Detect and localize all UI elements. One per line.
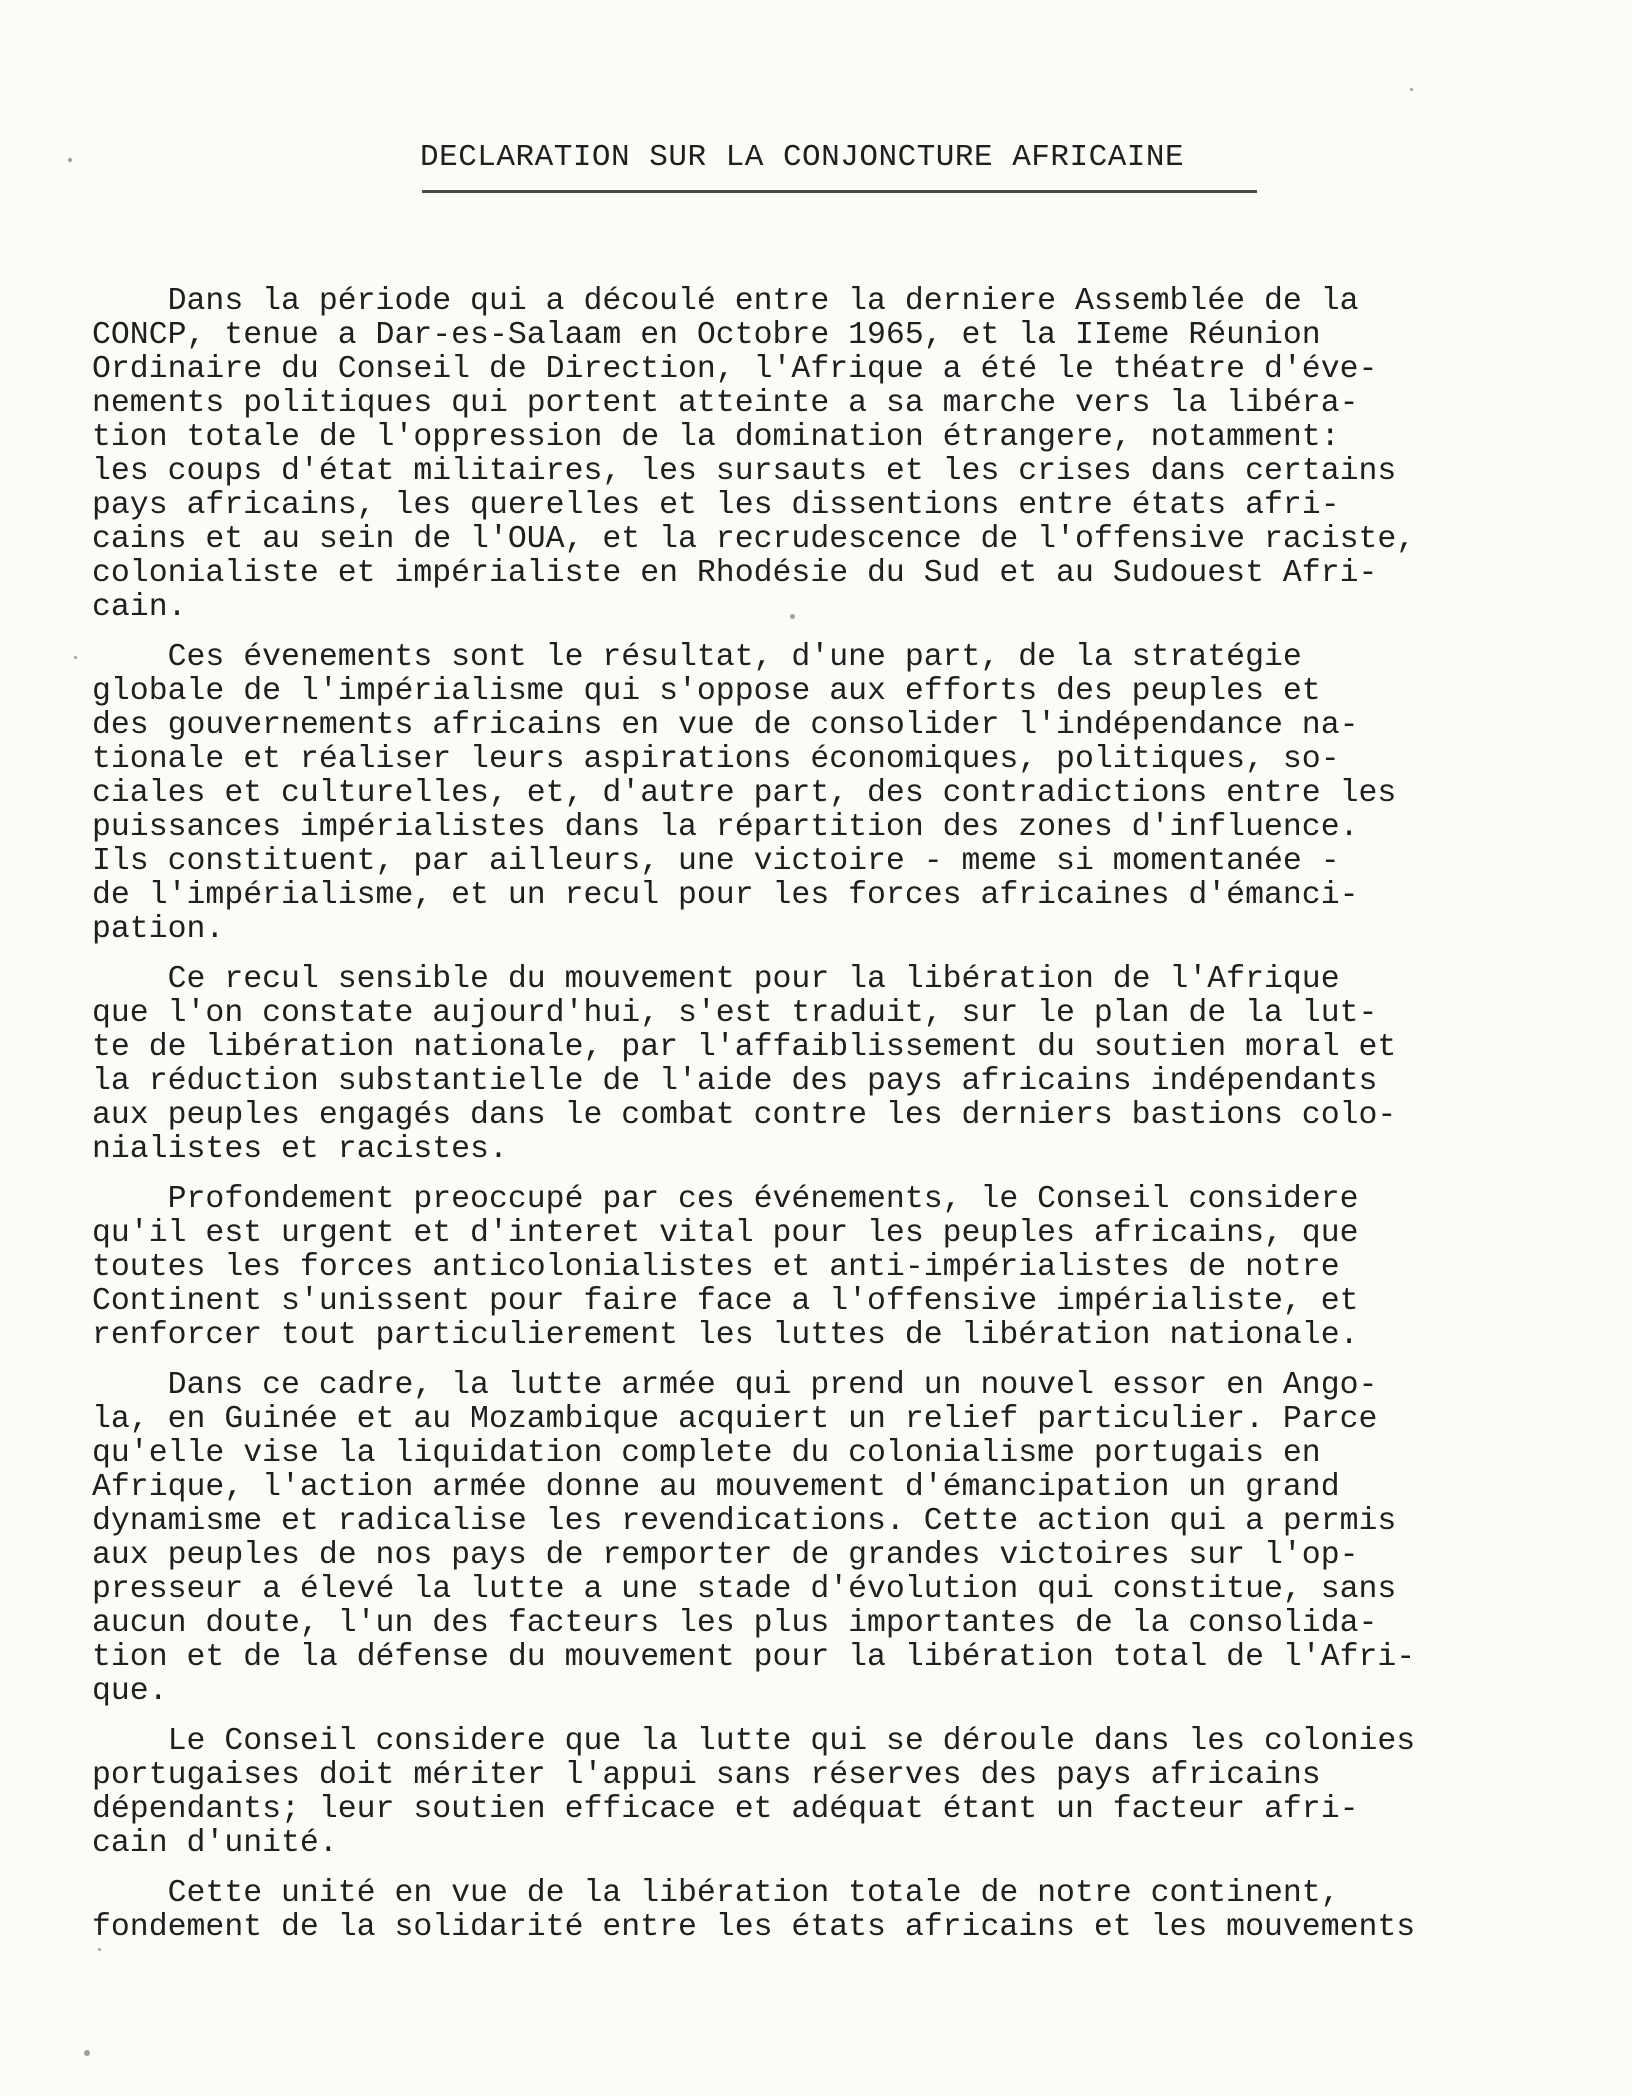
document-body [92,285,1552,1961]
paragraph [92,963,1552,1167]
paragraph [92,1877,1552,1945]
text-line: presseur a élevé la lutte a une stade d'évolution qui constitue, sans [92,1572,1397,1607]
text-line: te de libération nationale, par l'affaiblissement du soutien moral et [92,1030,1397,1065]
paragraph [92,1725,1552,1861]
text-line: fondement de la solidarité entre les états africains et les mouvements [92,1910,1416,1945]
text-line: pation. [92,912,225,947]
text-line: tion et de la défense du mouvement pour la libération total de l'Afri- [92,1640,1416,1675]
text-line: Le Conseil considere que la lutte qui se déroule dans les colonies [92,1724,1416,1759]
text-line: globale de l'impérialisme qui s'oppose aux efforts des peuples et [92,674,1321,709]
text-line: des gouvernements africains en vue de consolider l'indépendance na- [92,708,1359,743]
text-line: cain. [92,590,187,625]
text-line: aucun doute, l'un des facteurs les plus importantes de la consolida- [92,1606,1378,1641]
paragraph [92,641,1552,947]
text-line: de l'impérialisme, et un recul pour les forces africaines d'émanci- [92,878,1359,913]
document-title: DECLARATION SUR LA CONJONCTURE AFRICAINE [420,140,1185,175]
text-line: Ce recul sensible du mouvement pour la libération de l'Afrique [92,962,1340,997]
text-line: Profondement preoccupé par ces événements, le Conseil considere [92,1182,1359,1217]
text-line: qu'elle vise la liquidation complete du colonialisme portugais en [92,1436,1321,1471]
text-line: cains et au sein de l'OUA, et la recrudescence de l'offensive raciste, [92,522,1416,557]
text-line: Ces évenements sont le résultat, d'une part, de la stratégie [92,640,1302,675]
text-line: tion totale de l'oppression de la domination étrangere, notamment: [92,420,1340,455]
text-line: CONCP, tenue a Dar-es-Salaam en Octobre 1965, et la IIeme Réunion [92,318,1321,353]
text-line: tionale et réaliser leurs aspirations économiques, politiques, so- [92,742,1340,777]
text-line: ciales et culturelles, et, d'autre part, des contradictions entre les [92,776,1397,811]
paragraph [92,1369,1552,1709]
text-line: Dans la période qui a découlé entre la derniere Assemblée de la [92,284,1359,319]
text-line: nements politiques qui portent atteinte a sa marche vers la libéra- [92,386,1359,421]
text-line: cain d'unité. [92,1826,338,1861]
text-line: toutes les forces anticolonialistes et anti-impérialistes de notre [92,1250,1340,1285]
text-line: renforcer tout particulierement les luttes de libération nationale. [92,1318,1359,1353]
text-line: la, en Guinée et au Mozambique acquiert un relief particulier. Parce [92,1402,1378,1437]
text-line: Ils constituent, par ailleurs, une victoire - meme si momentanée - [92,844,1340,879]
text-line: puissances impérialistes dans la répartition des zones d'influence. [92,810,1359,845]
text-line: nialistes et racistes. [92,1132,508,1167]
paragraph [92,1183,1552,1353]
text-line: aux peuples engagés dans le combat contre les derniers bastions colo- [92,1098,1397,1133]
text-line: dépendants; leur soutien efficace et adéquat étant un facteur afri- [92,1792,1359,1827]
text-line: Dans ce cadre, la lutte armée qui prend un nouvel essor en Ango- [92,1368,1378,1403]
text-line: Ordinaire du Conseil de Direction, l'Afrique a été le théatre d'éve- [92,352,1378,387]
text-line: que. [92,1674,168,1709]
text-line: Afrique, l'action armée donne au mouvement d'émancipation un grand [92,1470,1340,1505]
text-line: dynamisme et radicalise les revendications. Cette action qui a permis [92,1504,1397,1539]
text-line: portugaises doit mériter l'appui sans réserves des pays africains [92,1758,1321,1793]
text-line: pays africains, les querelles et les dissentions entre états afri- [92,488,1340,523]
text-line: Cette unité en vue de la libération totale de notre continent, [92,1876,1340,1911]
paragraph [92,285,1552,625]
text-line: que l'on constate aujourd'hui, s'est traduit, sur le plan de la lut- [92,996,1378,1031]
text-line: colonialiste et impérialiste en Rhodésie du Sud et au Sudouest Afri- [92,556,1378,591]
text-line: la réduction substantielle de l'aide des pays africains indépendants [92,1064,1378,1099]
text-line: qu'il est urgent et d'interet vital pour les peuples africains, que [92,1216,1359,1251]
text-line: aux peuples de nos pays de remporter de grandes victoires sur l'op- [92,1538,1359,1573]
text-line: les coups d'état militaires, les sursauts et les crises dans certains [92,454,1397,489]
text-line: Continent s'unissent pour faire face a l'offensive impérialiste, et [92,1284,1359,1319]
title-underline [422,190,1257,193]
